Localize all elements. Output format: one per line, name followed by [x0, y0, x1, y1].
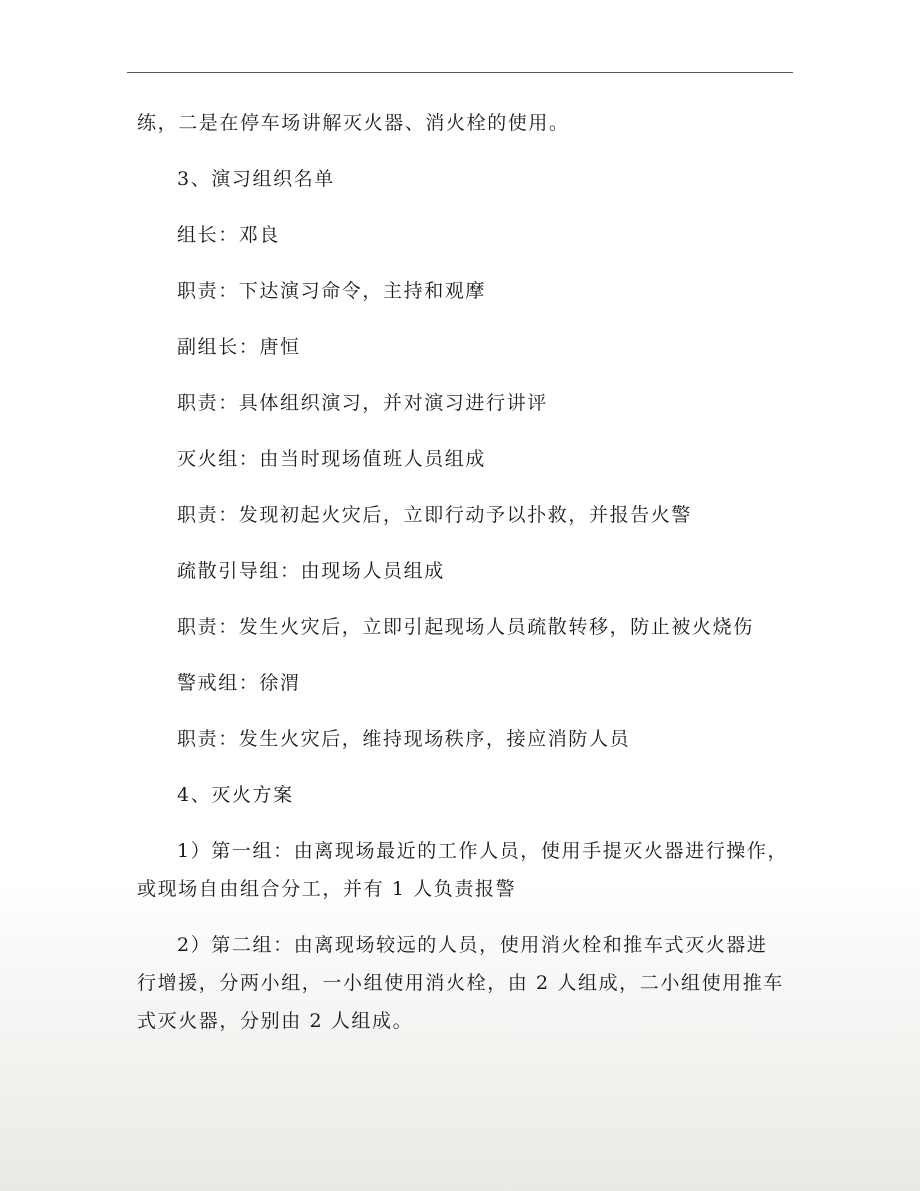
paragraph-firefighting-team: 灭火组：由当时现场值班人员组成 [177, 448, 487, 470]
paragraph-deputy-duty: 职责：具体组织演习，并对演习进行讲评 [177, 392, 548, 414]
section-heading-drill-roster: 3、演习组织名单 [177, 168, 335, 190]
paragraph-leader: 组长：邓良 [177, 224, 281, 246]
paragraph-evacuation-duty: 职责：发生火灾后，立即引起现场人员疏散转移，防止被火烧伤 [177, 616, 754, 638]
plan-group-1-line-1: 1）第一组：由离现场最近的工作人员，使用手提灭火器进行操作， [177, 840, 789, 862]
plan-group-2-line-3: 式灭火器，分别由 2 人组成。 [137, 1010, 414, 1032]
header-divider [127, 72, 793, 73]
plan-group-1-line-2: 或现场自由组合分工，并有 1 人负责报警 [137, 878, 517, 900]
paragraph-security-team: 警戒组：徐渭 [177, 672, 301, 694]
paragraph-continuation: 练，二是在停车场讲解灭火器、消火栓的使用。 [137, 112, 570, 134]
paragraph-firefighting-duty: 职责：发现初起火灾后，立即行动予以扑救，并报告火警 [177, 504, 693, 526]
paragraph-leader-duty: 职责：下达演习命令，主持和观摩 [177, 280, 487, 302]
plan-group-2-line-2: 行增援，分两小组，一小组使用消火栓，由 2 人组成，二小组使用推车 [137, 972, 784, 994]
paragraph-evacuation-team: 疏散引导组：由现场人员组成 [177, 560, 445, 582]
paragraph-security-duty: 职责：发生火灾后，维持现场秩序，接应消防人员 [177, 728, 631, 750]
section-heading-fire-plan: 4、灭火方案 [177, 784, 294, 806]
paragraph-deputy-leader: 副组长：唐恒 [177, 336, 301, 358]
plan-group-2-line-1: 2）第二组：由离现场较远的人员，使用消火栓和推车式灭火器进 [177, 934, 768, 956]
